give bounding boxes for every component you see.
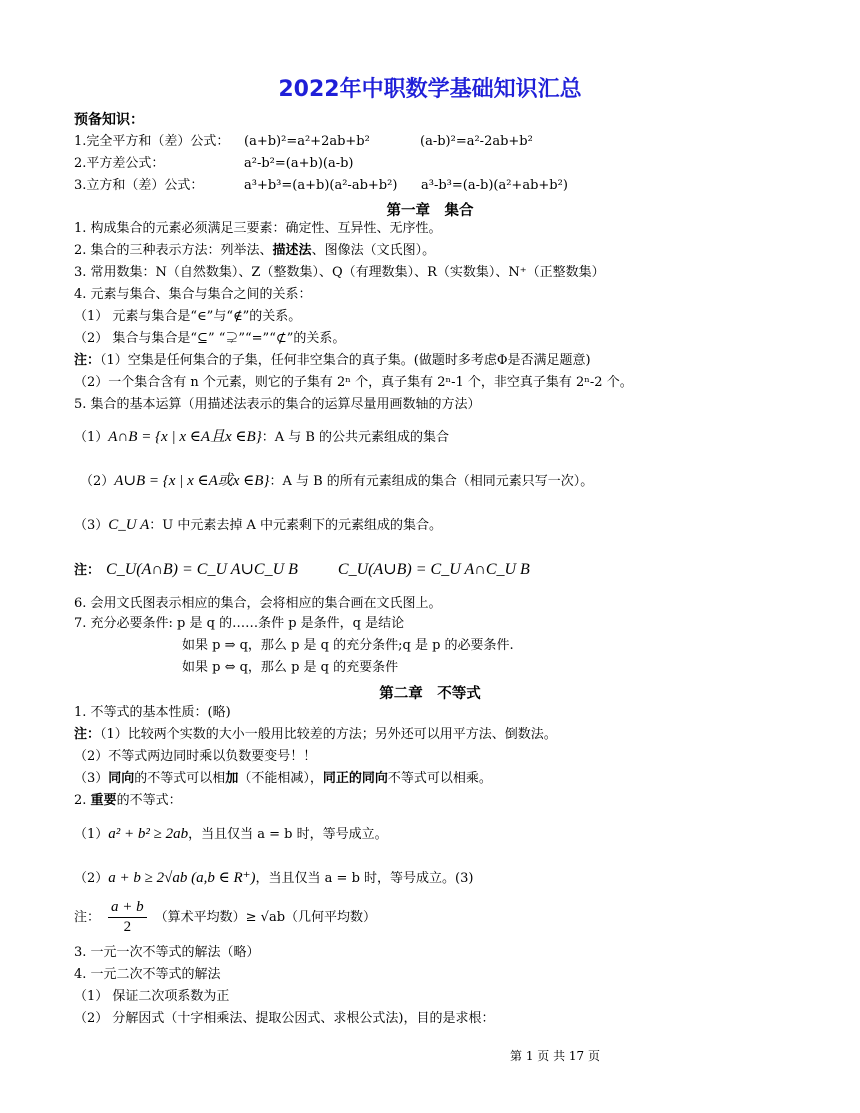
ch1-op-3-text: ：U 中元素去掉 A 中元素剩下的元素组成的集合。 [149, 518, 443, 533]
fraction-numerator: a + b [108, 898, 147, 918]
preface-line-1-formula-1: (a+b)²=a²+2ab+b² [244, 134, 370, 149]
ch2-item-4-2: （2） 分解因式（十字相乘法、提取公因式、求根公式法)，目的是求根： [74, 1011, 495, 1026]
ch1-note-1-text: （1）空集是任何集合的子集，任何非空集合的真子集。(做题时多考虑Φ是否满足题意) [100, 353, 591, 368]
ch2-note-3-a: （3） [74, 771, 109, 786]
chapter-2-heading: 第二章 不等式 [379, 686, 481, 702]
ch2-ineq-1-formula: a² + b² ≥ 2ab [108, 826, 189, 842]
ch1-item-4-1: （1） 元素与集合是“∈”与“∉”的关系。 [74, 309, 302, 324]
ch1-item-5: 5. 集合的基本运算（用描述法表示的集合的运算尽量用画数轴的方法） [74, 397, 481, 412]
ch1-op-2-no: （2） [80, 474, 115, 489]
ch1-op-3 [74, 516, 442, 535]
ch2-note-3-e: （不能相减）， [238, 771, 323, 786]
ch1-item-3: 3. 常用数集：N（自然数集）、Z（整数集）、Q（有理数集）、R（实数集）、N⁺（正整数集） [74, 265, 605, 280]
ch1-note-3 [74, 560, 530, 580]
ch1-op-3-no: （3） [74, 518, 109, 533]
ch1-note-3-formula-2: C_U(A∪B) = C_U A∩C_U B [337, 561, 530, 578]
ch2-note-3-c: 的不等式可以相 [134, 771, 226, 786]
ch2-item-4: 4. 一元二次不等式的解法 [74, 967, 221, 982]
ch2-item-2-b: 重要 [90, 793, 117, 808]
ch1-item-7: 7. 充分必要条件: p 是 q 的……条件 p 是条件，q 是结论 [74, 616, 405, 631]
ch1-item-7-b: 如果 p ⇔ q，那么 p 是 q 的充要条件 [182, 660, 399, 675]
page-title: 2022年中职数学基础知识汇总 [278, 77, 582, 102]
fraction-denominator: 2 [123, 918, 132, 935]
ch2-note-4-label: 注： [74, 909, 101, 925]
chapter-1-heading: 第一章 集合 [386, 203, 474, 219]
preface-line-2-label: 2.平方差公式： [74, 156, 165, 171]
ch1-item-7-a: 如果 p ⇒ q，那么 p 是 q 的充分条件;q 是 p 的必要条件. [182, 638, 514, 653]
ch1-op-2 [80, 472, 593, 491]
preface-line-3-label: 3.立方和（差）公式： [74, 178, 204, 193]
ch1-item-4-2: （2） 集合与集合是“⊆” “⊋”“=”“⊄”的关系。 [74, 331, 346, 346]
ch2-ineq-2-formula: a + b ≥ 2√ab (a,b ∈ R⁺) [108, 870, 256, 886]
ch2-note-4-text: （算术平均数）≥ √ab（几何平均数） [154, 909, 377, 925]
ch1-op-1-text: ：A 与 B 的公共元素组成的集合 [261, 430, 450, 445]
ch1-item-2-bold: 描述法 [272, 243, 312, 258]
ch2-ineq-2 [74, 869, 473, 888]
ch1-op-2-text: ：A 与 B 的所有元素组成的集合（相同元素只写一次）。 [269, 474, 594, 489]
preface-heading: 预备知识： [74, 112, 144, 128]
ch2-item-3: 3. 一元一次不等式的解法（略） [74, 945, 260, 960]
ch1-op-1 [74, 428, 449, 447]
ch1-item-1: 1. 构成集合的元素必须满足三要素：确定性、互异性、无序性。 [74, 221, 442, 236]
ch2-note-2: （2）不等式两边同时乘以负数要变号！！ [74, 749, 317, 764]
ch1-item-2-a: 2. 集合的三种表示方法：列举法、 [74, 243, 273, 258]
ch2-note-3-d: 加 [225, 771, 239, 786]
ch2-item-4-1: （1） 保证二次项系数为正 [74, 989, 230, 1004]
ch1-item-6: 6. 会用文氏图表示相应的集合，会将相应的集合画在文氏图上。 [74, 596, 442, 611]
ch1-item-2 [74, 243, 435, 259]
ch2-note-1 [74, 727, 557, 743]
ch2-note-label: 注： [74, 727, 101, 742]
ch2-note-3-g: 不等式可以相乘。 [387, 771, 492, 786]
ch1-note-1 [74, 353, 591, 369]
ch2-ineq-1 [74, 825, 388, 844]
ch2-ineq-2-no: （2） [74, 871, 109, 886]
ch1-item-4: 4. 元素与集合、集合与集合之间的关系： [74, 287, 312, 302]
preface-line-3-formula-2: a³-b³=(a-b)(a²+ab+b²) [421, 178, 568, 193]
mean-fraction [108, 898, 147, 937]
preface-line-1-formula-2: (a-b)²=a²-2ab+b² [420, 134, 533, 149]
ch2-note-4 [74, 898, 376, 937]
preface-line-3-formula-1: a³+b³=(a+b)(a²-ab+b²) [244, 178, 398, 193]
ch1-op-3-formula: C_U A [108, 517, 150, 533]
ch2-item-1: 1. 不等式的基本性质：(略) [74, 705, 231, 720]
ch1-note-1-label: 注： [74, 353, 101, 368]
preface-line-1-label: 1.完全平方和（差）公式： [74, 134, 230, 149]
ch2-item-2-c: 的不等式： [116, 793, 182, 808]
ch1-op-1-formula: A∩B = {x | x ∈A且x ∈B} [108, 429, 262, 445]
ch1-op-2-formula: A∪B = {x | x ∈A或x ∈B} [114, 473, 270, 489]
ch2-item-2 [74, 793, 182, 809]
preface-line-2-formula: a²-b²=(a+b)(a-b) [244, 156, 354, 171]
ch2-item-2-a: 2. [74, 793, 91, 808]
ch2-ineq-1-text: ，当且仅当 a = b 时，等号成立。 [188, 827, 388, 842]
ch1-note-3-formula-1: C_U(A∩B) = C_U A∪C_U B [106, 561, 298, 578]
page-footer: 第 1 页 共 17 页 [510, 1049, 600, 1063]
ch1-op-1-no: （1） [74, 430, 109, 445]
ch1-note-3-label: 注： [74, 563, 101, 578]
ch2-note-3-f: 同正的同向 [322, 771, 388, 786]
ch1-note-2: （2）一个集合含有 n 个元素，则它的子集有 2ⁿ 个，真子集有 2ⁿ-1 个，非空真子集有 2ⁿ-2 个。 [74, 375, 633, 390]
ch2-note-3 [74, 771, 492, 787]
ch2-ineq-2-text: ，当且仅当 a = b 时，等号成立。(3) [255, 871, 474, 886]
ch2-note-1-text: （1）比较两个实数的大小一般用比较差的方法；另外还可以用平方法、倒数法。 [100, 727, 557, 742]
ch1-item-2-c: 、图像法（文氏图）。 [311, 243, 436, 258]
ch2-note-3-b: 同向 [108, 771, 135, 786]
ch2-ineq-1-no: （1） [74, 827, 109, 842]
